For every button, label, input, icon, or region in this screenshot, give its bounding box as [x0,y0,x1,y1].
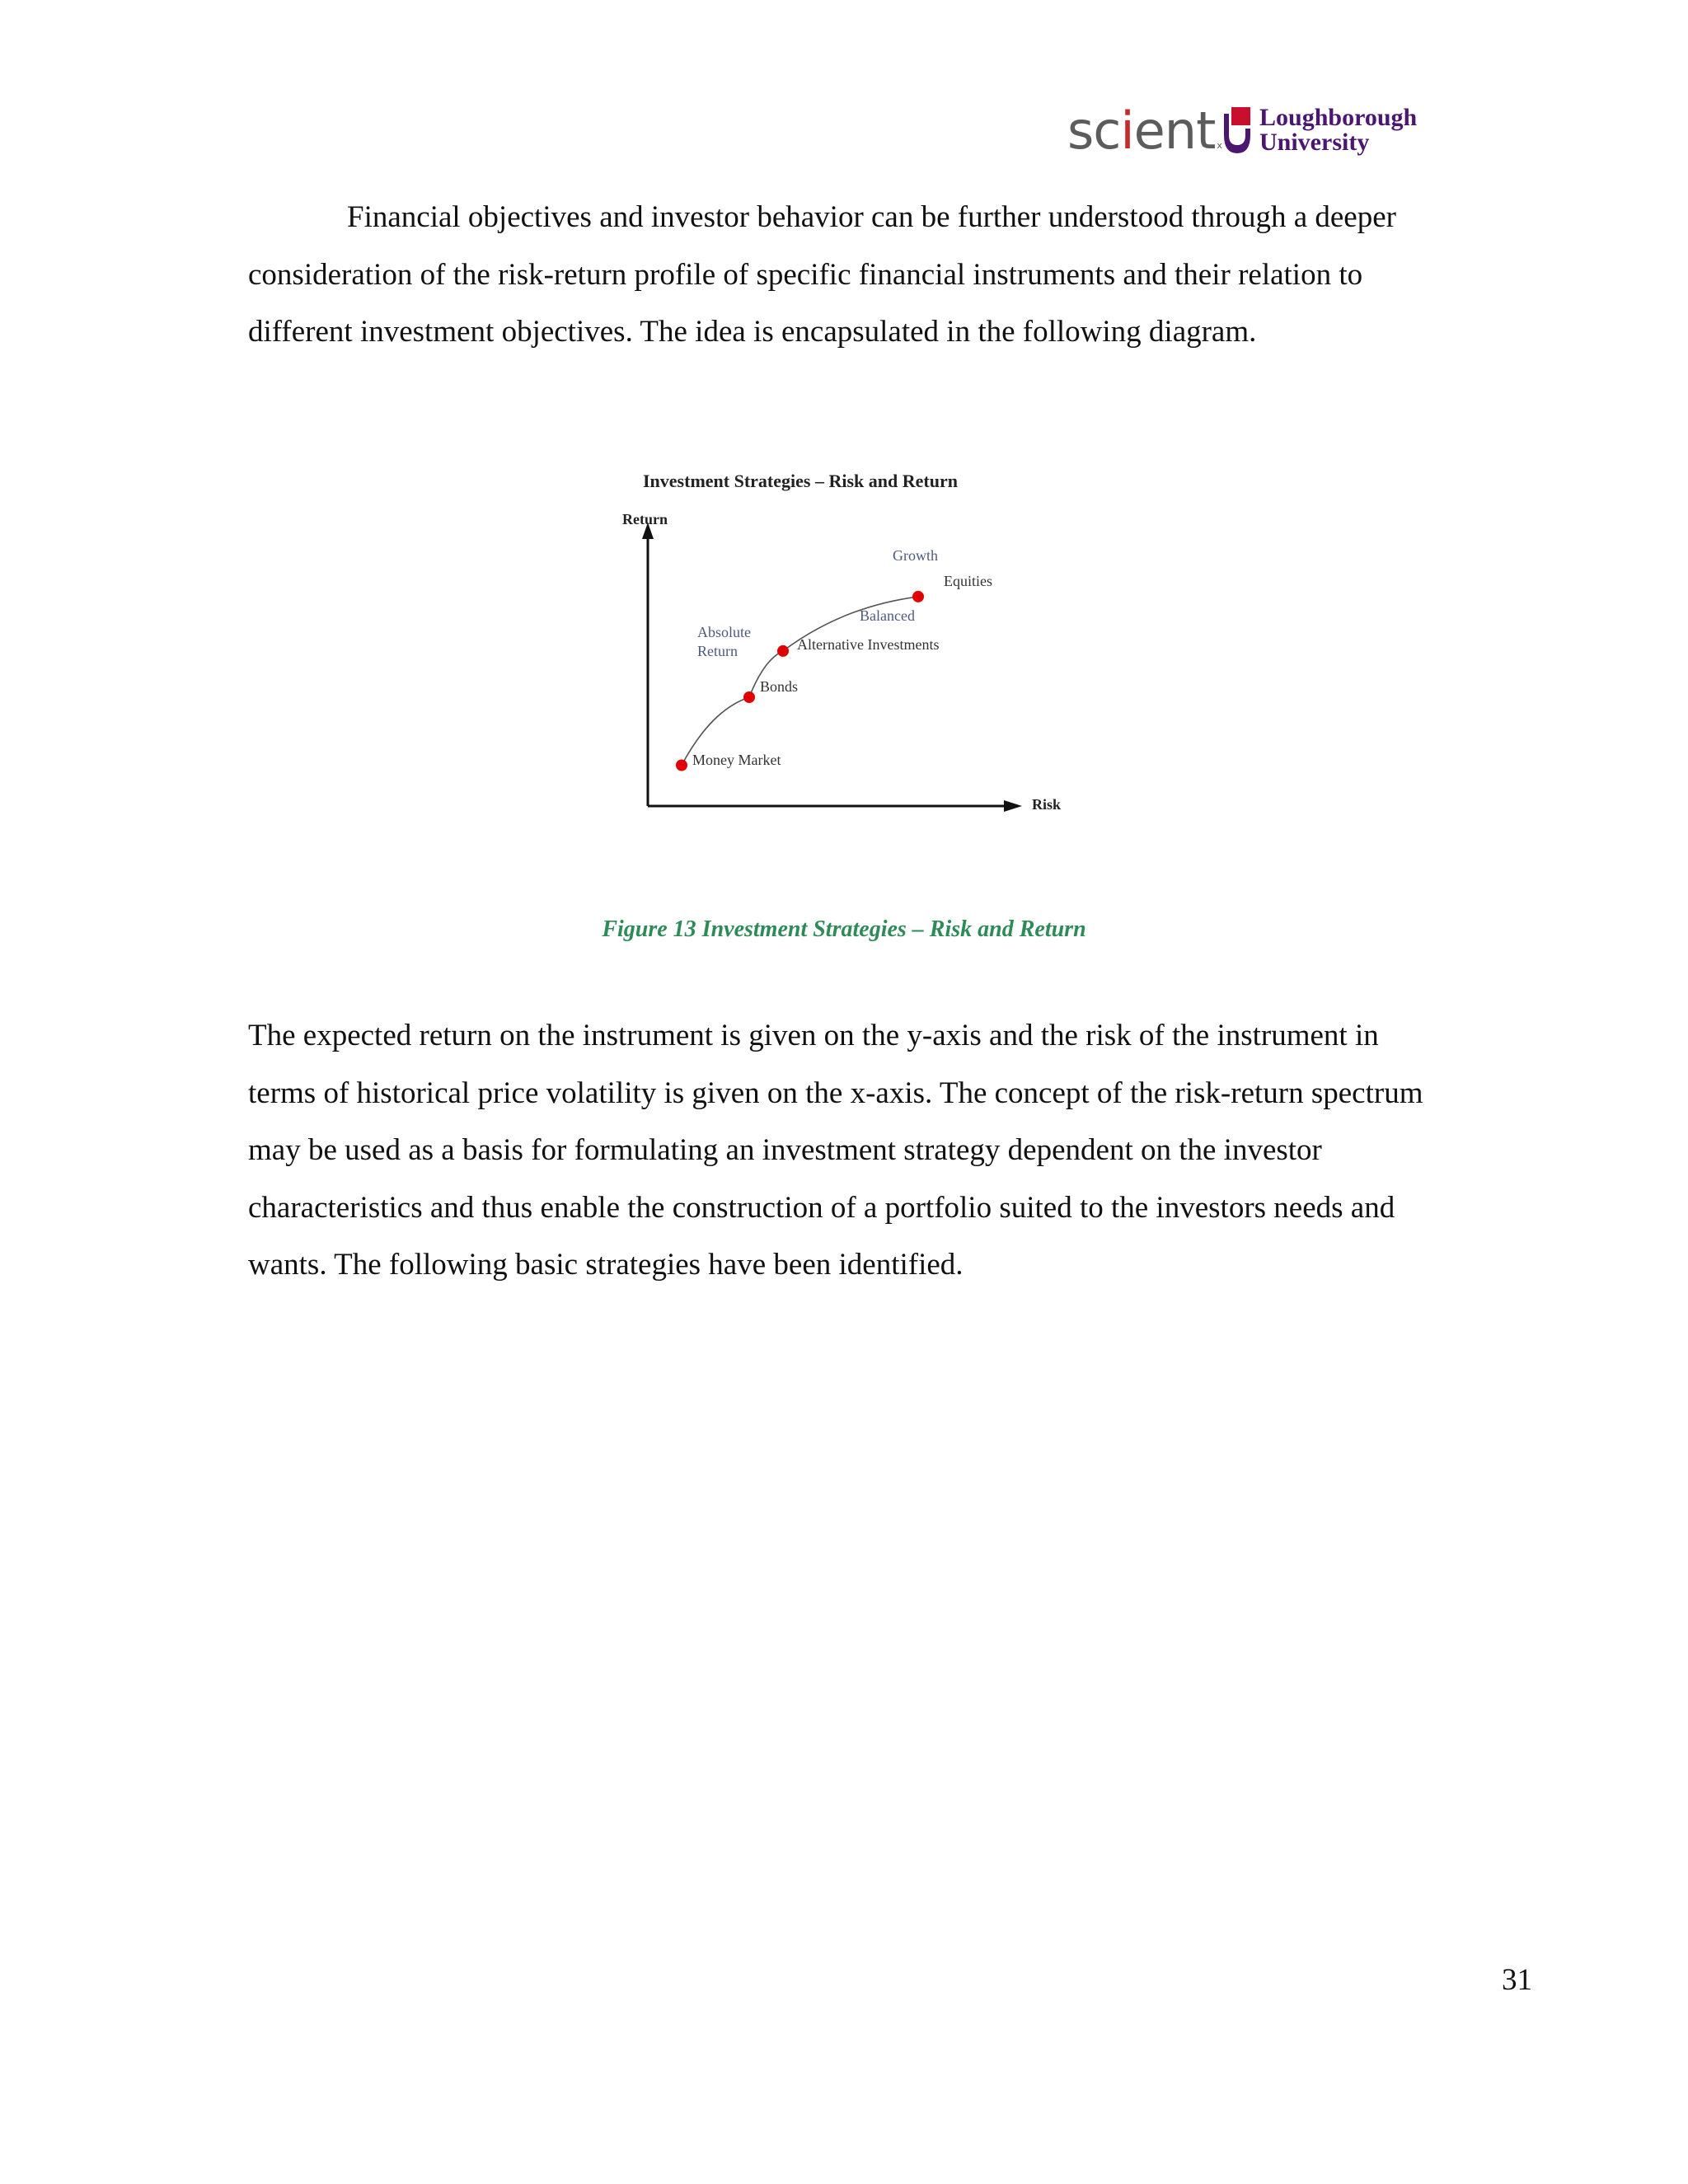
x-axis-label: Risk [1032,796,1062,813]
chart-title: Investment Strategies – Risk and Return [643,471,958,491]
chart-point-alternative-investments [777,645,789,657]
y-axis-label: Return [622,511,668,527]
x-axis-arrow [1004,800,1022,812]
university-name-line2: University [1259,129,1370,156]
scient-logo-accent: i [1120,101,1134,161]
scient-logo [1067,101,1221,161]
scient-logo-trademark: x [1217,140,1221,151]
zone-label-growth: Growth [893,547,938,564]
figure-caption: Figure 13 Investment Strategies – Risk and Return [602,916,1086,942]
chart-point-bonds [743,691,755,703]
university-name [1259,105,1417,155]
scient-logo-suffix: ent [1133,101,1216,161]
point-label-alternative-investments: Alternative Investments [797,636,940,653]
university-name-line1: Loughborough [1259,104,1418,131]
point-label-money-market: Money Market [692,752,781,768]
page-number: 31 [1502,1963,1532,1997]
zone-label-balanced: Balanced [860,607,915,624]
body-paragraph-1: Financial objectives and investor behavior can be further understood through a deeper consideration of the risk-return profile of specific financial instruments and their relation to different investment objectives. The idea is encapsulated in the following diagram. [248,200,1396,349]
zone-label-absolute-return: Absolute Return [697,624,751,659]
loughborough-shield-icon [1224,107,1250,153]
scient-logo-prefix: sc [1067,101,1121,161]
chart-point-equities [912,591,924,602]
point-label-equities: Equities [944,573,992,589]
body-paragraph-2: The expected return on the instrument is given on the y-axis and the risk of the instrument in terms of historical price volatility is given on the x-axis. The concept of the risk-return spectrum may be used as a basis for formulating an investment strategy dependent on the investor characteristics and thus enable the construction of a portfolio suited to the investors needs and wants. The following basic strategies have been identified. [248,1019,1423,1282]
point-label-bonds: Bonds [760,678,799,695]
chart-point-money-market [676,760,687,771]
risk-return-figure [610,462,1088,841]
